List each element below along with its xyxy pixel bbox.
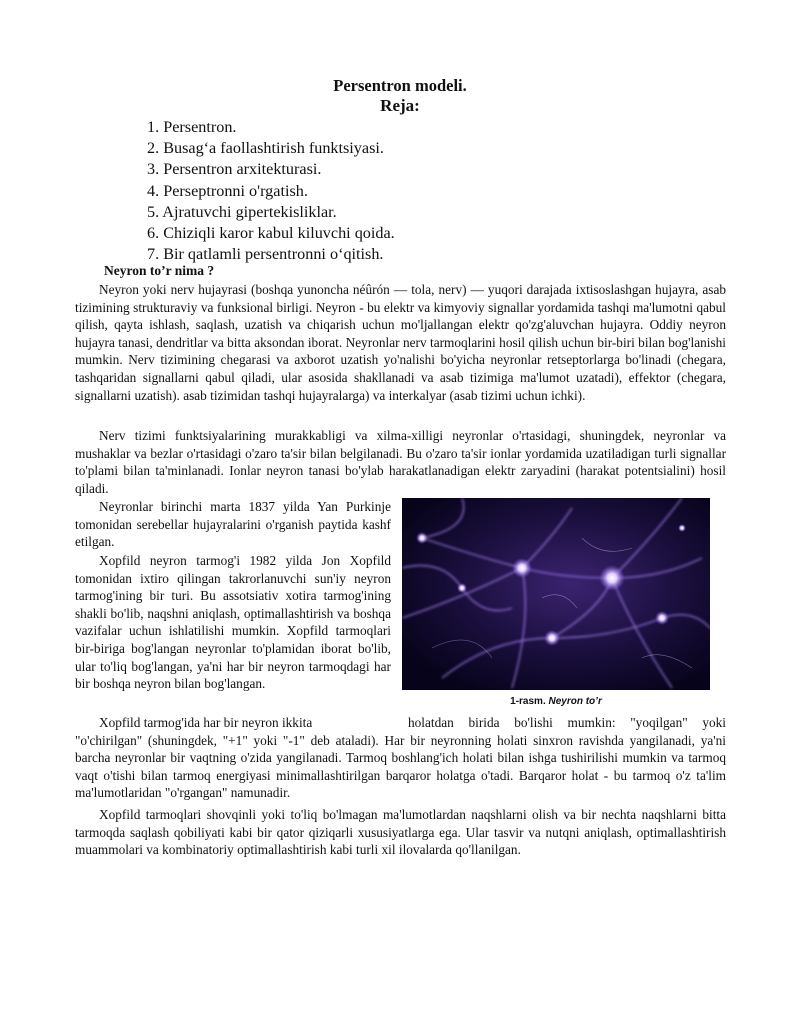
plan-item: 5. Ajratuvchi gipertekisliklar. <box>147 202 337 221</box>
figure-caption-text: Neyron to’r <box>548 696 602 707</box>
paragraph-purkinje: Neyronlar birinchi marta 1837 yilda Yan Purkinje tomonidan serebellar hujayralarini o'rganish paytida kashf etilgan. <box>75 499 391 550</box>
paragraph-hopfield-states-start: Xopfild tarmog'ida har bir neyron ikkita <box>99 715 313 730</box>
plan-item: 4. Perseptronni o'rgatish. <box>147 181 308 200</box>
neuron-network-image <box>402 498 710 690</box>
plan-item: 2. Busag‘a faollashtirish funktsiyasi. <box>147 139 384 158</box>
plan-item: 3. Persentron arxitekturasi. <box>147 160 322 179</box>
plan-item: 7. Bir qatlamli persentronni o‘qitish. <box>147 245 384 264</box>
neuron-network-graphic <box>402 498 710 690</box>
plan-list <box>147 117 395 265</box>
plan-item: 1. Persentron. <box>147 118 237 136</box>
figure-caption <box>402 695 710 709</box>
section-heading: Neyron to’r nima ? <box>104 263 215 278</box>
figure-caption-label: 1-rasm. <box>510 696 546 707</box>
paragraph-nervous-system: Nerv tizimi funktsiyalarining murakkabligi va xilma-xilligi neyronlar o'rtasidagi, shuningdek, neyronlar va mushaklar va bezlar o'rtasidagi o'zaro ta'sir bilan belgilanadi. Bu o'zaro ta'sir ionlar yordamida uzatiladigan turli signallar to'plami bilan ta'minlanadi. Ionlar neyron tanasi bo'ylab harakatlanadigan elektr zaryadini (harakat potentsialini) hosil qiladi. <box>75 428 726 496</box>
paragraph-hopfield-states: holatdan birida bo'lishi mumkin: "yoqilgan" yoki "o'chirilgan" (shuningdek, "+1" yoki "-1" deb ataladi). Har bir neyronning holati sinxron ravishda yangilanadi, ya'ni barcha neyronlar bir vaqtning o'zida yangilanadi. Tarmoq boshlang'ich holati bilan ishga tushirilishi mumkin va tarmoq vaqt o'tishi bilan tarmoq energiyasi minimallashtirilgan barqaror holatga o'tadi. Barqaror holat - bu tarmoq o'z ta'lim ma'lumotlaridan "o'rgangan" namunadir. <box>75 715 726 801</box>
paragraph-neuron-definition: Neyron yoki nerv hujayrasi (boshqa yunoncha néûrón — tola, nerv) — yuqori darajada ixtisoslashgan hujayra, asab tizimining strukturaviy va funksional birligi. Neyron - bu elektr va kimyoviy signallar yordamida tashqi ma'lumotni qabul qilish, qayta ishlash, saqlash, uzatish va chiqarish uchun mo'ljallangan elektr qo'zg'aluvchan hujayra. Oddiy neyron hujayra tanasi, dendritlar va bitta aksondan iborat. Neyronlar nerv tarmoqlarini hosil qilish uchun bir-biri bilan bog'lanishi mumkin. Nerv tizimining chegarasi va axborot uzatish yo'nalishi bo'yicha neyronlar retseptorlarga bo'linadi (chegara, tashqaridan signallarni qabul qiladi, ular asosida shakllanadi va asab tizimiga ma'lumot uzatadi), effektor (chegara, signallarni uzatish). asab tizimidan tashqi hujayralarga) va interkalyar (asab tizimi uchun ichki). <box>75 282 726 403</box>
document-title: Persentron modeli. <box>333 76 467 95</box>
paragraph-hopfield-applications: Xopfild tarmoqlari shovqinli yoki to'liq bo'lmagan ma'lumotlardan naqshlarni olish va bir nechta naqshlarni bitta tarmoqda saqlash qobiliyati kabi bir qator qiziqarli xususiyatlarga ega. Ular tasvir va nutqni aniqlash, optimallashtirish muammolari va kombinatoriy optimallashtirish kabi turli xil ilovalarda qo'llanilgan. <box>75 807 726 858</box>
plan-item: 6. Chiziqli karor kabul kiluvchi qoida. <box>147 224 395 243</box>
plan-heading: Reja: <box>380 96 420 115</box>
paragraph-hopfield-intro: Xopfild neyron tarmog'i 1982 yilda Jon Xopfild tomonidan ixtiro qilingan takrorlanuvchi sun'iy neyron tarmog'ining bir turi. Bu assotsiativ xotira tarmog'ining shakli bo'lib, naqshni aniqlash, optimallashtirish va boshqa vazifalar uchun ishlatilishi mumkin. Xopfild tarmoqlari bir-biriga bog'langan neyronlar to'plamidan iborat bo'lib, ular to'liq bog'langan, ya'ni har bir neyron tarmoqdagi har bir boshqa neyron bilan bog'langan. <box>75 553 391 692</box>
